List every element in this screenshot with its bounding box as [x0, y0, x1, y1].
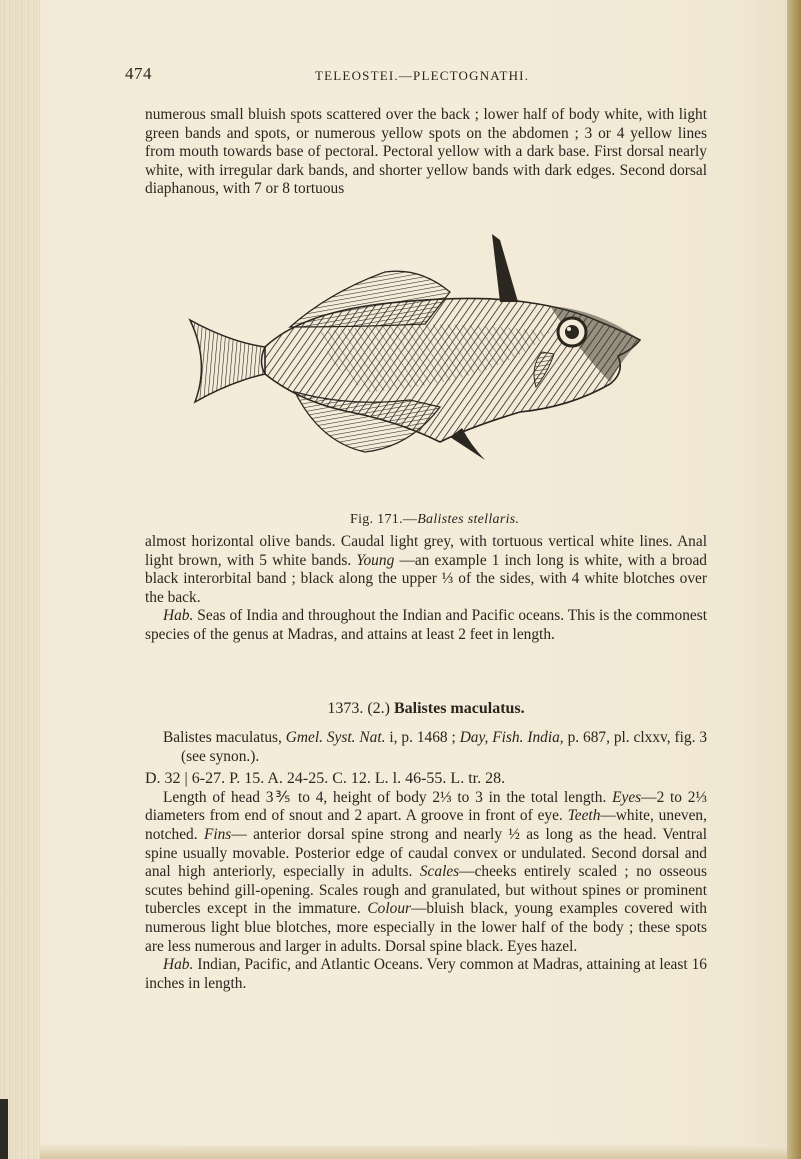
figure-species-name: Balistes stellaris.	[417, 512, 520, 527]
page-number: 474	[125, 64, 152, 83]
synonymy-text-3: p. 687, pl. clxxv, fig. 3 (see synon.).	[181, 729, 708, 765]
synonymy	[145, 729, 707, 766]
continued-paragraph	[145, 533, 707, 607]
description-continued	[145, 533, 707, 645]
page-edge-right	[787, 0, 801, 1159]
fins-label: Fins	[203, 825, 232, 843]
habitat-paragraph-1	[145, 607, 707, 644]
page-header	[125, 64, 725, 88]
figure-caption	[350, 512, 519, 528]
page-edge-bottom	[40, 1145, 787, 1159]
running-head: TELEOSTEI.—PLECTOGNATHI.	[315, 68, 530, 83]
desc-text-6: —bluish black, young examples covered with numerous light blue blotches, more especially in the lower half of the body ; these spots are less numerous and larger in adults. Dorsal spine black. Eyes hazel.	[145, 900, 707, 955]
binding-shadow	[0, 1099, 8, 1159]
fish-pupil	[565, 325, 579, 339]
continued-text: almost horizontal olive bands. Caudal light grey, with tortuous vertical white lines. Anal light brown, with 5 white bands.	[145, 533, 707, 569]
desc-text-4: — anterior dorsal spine strong and nearly ½ as long as the head. Ventral spine usually movable. Posterior edge of caudal convex or undulated. Second dorsal and anal high anteriorly, especially in adults.	[145, 825, 707, 881]
hab-text-1: Seas of India and throughout the Indian and Pacific oceans. This is the commonest species of the genus at Madras, and attains at least 2 feet in length.	[145, 607, 707, 643]
teeth-label: Teeth	[567, 807, 601, 825]
species-name: Balistes maculatus.	[393, 700, 525, 717]
synonymy-ref-1: Gmel. Syst. Nat.	[285, 729, 386, 746]
synonymy-text-2: i, p. 1468 ;	[385, 729, 460, 746]
fish-illustration	[170, 232, 650, 512]
hab-label-1: Hab.	[163, 607, 194, 625]
top-paragraph	[145, 106, 707, 199]
habitat-paragraph-2	[145, 956, 707, 993]
top-paragraph-text: numerous small bluish spots scattered over the back ; lower half of body white, with light green bands and spots, or numerous yellow spots on the abdomen ; 3 or 4 yellow lines from mouth towards base of pectoral. Pectoral yellow with a dark base. First dorsal nearly white, with irregular dark bands, and shorter yellow bands with dark edges. Second dorsal diaphanous, with 7 or 8 tortuous	[145, 106, 707, 198]
hab-label-2: Hab.	[163, 956, 194, 974]
young-text: —an example 1 inch long is white, with a broad black interorbital band ; black along the upper ⅓ of the sides, with 4 white blotches over the back.	[145, 551, 707, 606]
caudal-fin	[190, 320, 265, 402]
synonymy-text-1: Balistes maculatus,	[163, 729, 286, 746]
scales-label: Scales	[419, 863, 460, 881]
hab-text-2: Indian, Pacific, and Atlantic Oceans. Very common at Madras, attaining at least 16 inches in length.	[145, 956, 707, 992]
eye-highlight	[567, 327, 571, 331]
species-heading	[145, 700, 707, 718]
species-entry	[145, 729, 707, 993]
figure-label: Fig. 171.—	[350, 512, 418, 527]
fish-figure	[170, 232, 650, 512]
species-number: 1373. (2.)	[327, 700, 390, 717]
young-label: Young	[356, 551, 395, 569]
first-dorsal-spine	[492, 234, 518, 302]
desc-text-2: —2 to 2⅓ diameters from end of snout and 2 apart. A groove in front of eye.	[145, 788, 707, 825]
desc-text-1: Length of head 3⅗ to 4, height of body 2⅓ to 3 in the total length.	[163, 788, 613, 806]
fin-formula: D. 32 | 6-27. P. 15. A. 24-25. C. 12. L. l. 46-55. L. tr. 28.	[145, 770, 506, 788]
description-paragraph	[145, 789, 707, 956]
page-gutter	[0, 0, 40, 1159]
synonymy-ref-2: Day, Fish. India,	[459, 729, 564, 746]
colour-label: Colour	[367, 900, 412, 918]
eyes-label: Eyes	[612, 788, 642, 806]
desc-text-3: —white, uneven, notched.	[145, 807, 707, 843]
desc-text-5: —cheeks entirely scaled ; no osseous scutes behind gill-opening. Scales rough and granulated, but without spines or prominent tubercles except in the immature.	[145, 863, 707, 918]
